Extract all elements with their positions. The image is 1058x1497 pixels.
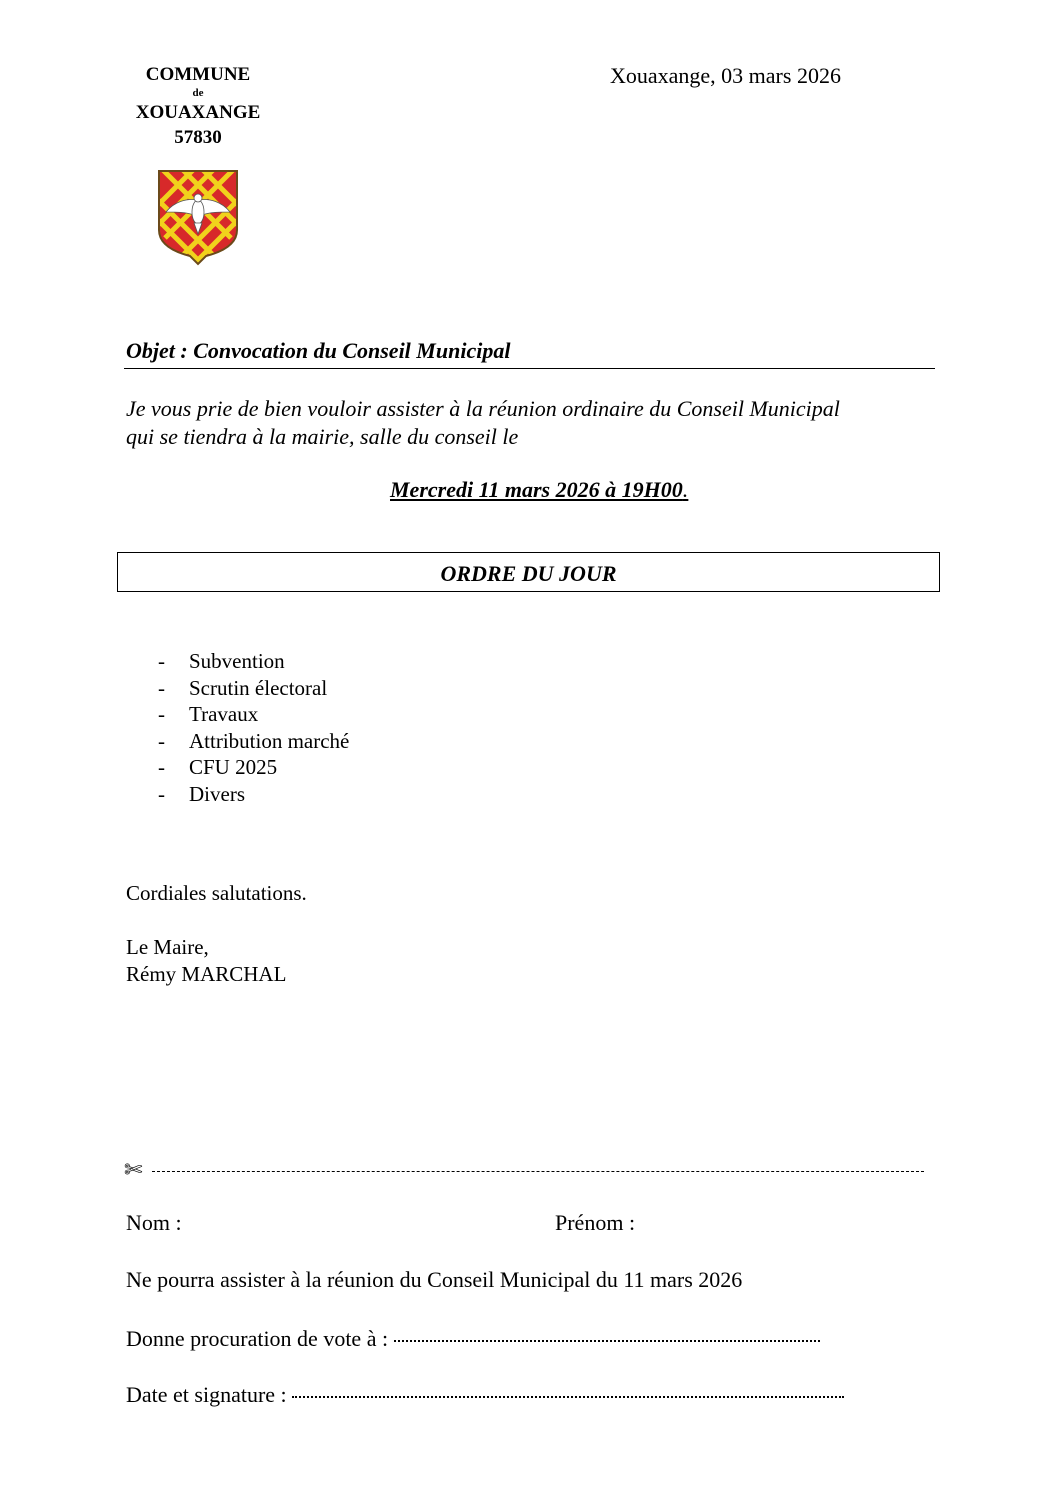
meeting-date-period: . xyxy=(682,477,689,502)
commune-line-2: de xyxy=(192,87,204,99)
dash-bullet: - xyxy=(158,728,165,753)
list-item xyxy=(158,781,349,808)
signature-label: Date et signature : xyxy=(126,1382,287,1407)
list-item xyxy=(158,754,349,781)
agenda-item-label: Travaux xyxy=(189,702,259,726)
dash-bullet: - xyxy=(158,675,165,700)
agenda-item-label: Attribution marché xyxy=(189,728,350,753)
agenda-title: ORDRE DU JOUR xyxy=(440,561,617,586)
commune-name: XOUAXANGE xyxy=(135,102,261,123)
commune-line-1: COMMUNE xyxy=(145,64,251,85)
dash-bullet: - xyxy=(158,755,165,779)
prenom-label: Prénom : xyxy=(555,1210,636,1235)
postal-code: 57830 xyxy=(174,127,222,148)
scissors-icon: ✄ xyxy=(124,1158,143,1183)
place-date: Xouaxange, 03 mars 2026 xyxy=(610,63,841,88)
meeting-date xyxy=(390,477,688,503)
agenda-item-label: CFU 2025 xyxy=(189,755,278,779)
list-item xyxy=(158,728,349,755)
signature-block xyxy=(126,934,286,988)
dash-bullet: - xyxy=(158,702,165,726)
agenda-item-label: Scrutin électoral xyxy=(189,675,328,700)
list-item xyxy=(158,701,349,728)
signer-name: Rémy MARCHAL xyxy=(126,962,287,986)
dash-bullet: - xyxy=(158,649,165,673)
meeting-date-text: Mercredi 11 mars 2026 à 19H00 xyxy=(390,477,683,502)
signature-field xyxy=(126,1382,844,1408)
signer-title: Le Maire, xyxy=(126,935,209,959)
procuration-dotted-line xyxy=(394,1340,820,1342)
intro-paragraph xyxy=(126,395,946,451)
agenda-list xyxy=(158,648,349,807)
letter-object: Objet : Convocation du Conseil Municipal xyxy=(126,338,511,363)
absence-statement: Ne pourra assister à la réunion du Conseil Municipal du 11 mars 2026 xyxy=(126,1267,743,1292)
intro-line-1: Je vous prie de bien vouloir assister à la réunion ordinaire du Conseil Municipal xyxy=(126,396,840,421)
agenda-item-label: Subvention xyxy=(189,649,285,673)
list-item xyxy=(158,675,349,702)
procuration-label: Donne procuration de vote à : xyxy=(126,1326,389,1351)
commune-header xyxy=(118,62,278,150)
nom-label: Nom : xyxy=(126,1210,182,1235)
dash-bullet: - xyxy=(158,781,165,806)
cut-line xyxy=(124,1158,914,1184)
greeting: Cordiales salutations. xyxy=(126,881,307,905)
intro-line-2: qui se tiendra à la mairie, salle du conseil le xyxy=(126,424,519,449)
agenda-item-label: Divers xyxy=(189,781,245,806)
coat-of-arms-icon xyxy=(156,168,240,266)
signature-dotted-line xyxy=(292,1396,844,1398)
procuration-field xyxy=(126,1326,820,1352)
list-item xyxy=(158,648,349,675)
dashed-separator xyxy=(152,1171,924,1172)
